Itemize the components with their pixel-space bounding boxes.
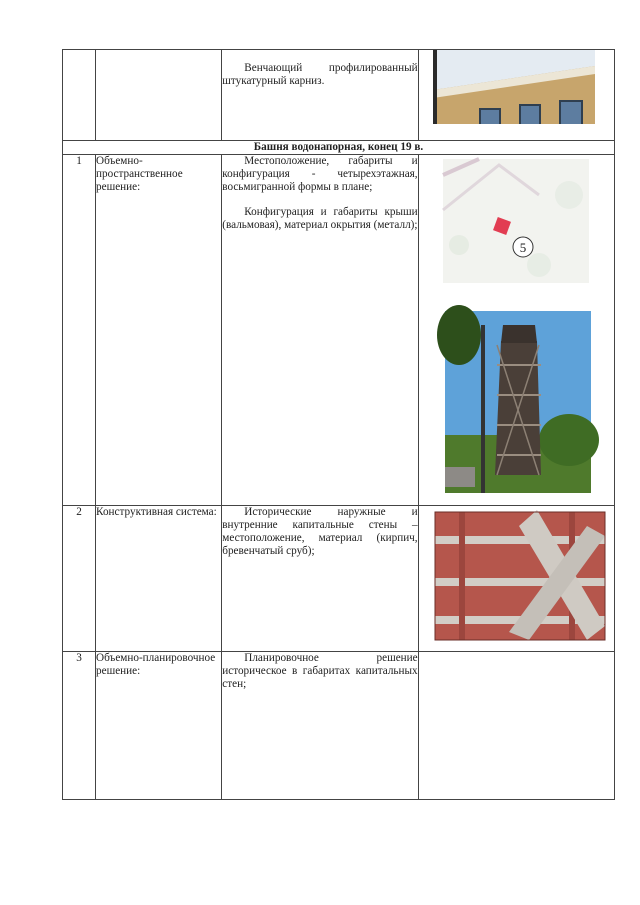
row-number: 1	[63, 155, 96, 506]
row-number: 2	[63, 506, 96, 652]
row-text	[222, 652, 418, 800]
section-title: Башня водонапорная, конец 19 в.	[63, 141, 615, 155]
table-row	[63, 652, 615, 800]
table-row	[63, 155, 615, 506]
wall-structure-photo	[419, 506, 615, 651]
map-marker-label: 5	[519, 240, 526, 255]
row-text	[222, 155, 418, 506]
table-row	[63, 141, 615, 155]
paragraph: Местоположение, габариты и конфигурация - четырехэтажная, восьмигранной формы в плане;	[222, 155, 418, 193]
row-text	[222, 506, 418, 652]
location-map-and-tower-photo	[419, 155, 615, 505]
row-label: Объемно-пространственное решение:	[96, 155, 222, 506]
label-cell	[96, 50, 222, 141]
image-cell	[418, 50, 614, 141]
image-cell-empty	[418, 652, 614, 800]
paragraph: Конфигурация и габариты крыши (вальмовая), материал окрытия (металл);	[222, 206, 418, 231]
cornice-text: Венчающий профилированный штукатурный карниз.	[222, 62, 418, 87]
paragraph: Планировочное решение историческое в габаритах капитальных стен;	[222, 652, 418, 690]
num-cell	[63, 50, 96, 141]
table-row	[63, 50, 615, 141]
building-facade-photo	[419, 50, 615, 140]
image-cell	[418, 506, 614, 652]
image-cell	[418, 155, 614, 506]
table-row	[63, 506, 615, 652]
row-label: Конструктивная система:	[96, 506, 222, 652]
paragraph: Исторические наружные и внутренние капитальные стены – местоположение, материал (кирпич, бревенчатый сруб);	[222, 506, 418, 557]
row-number: 3	[63, 652, 96, 800]
text-cell	[222, 50, 418, 141]
document-table	[62, 49, 615, 800]
row-label: Объемно-планировочное решение:	[96, 652, 222, 800]
